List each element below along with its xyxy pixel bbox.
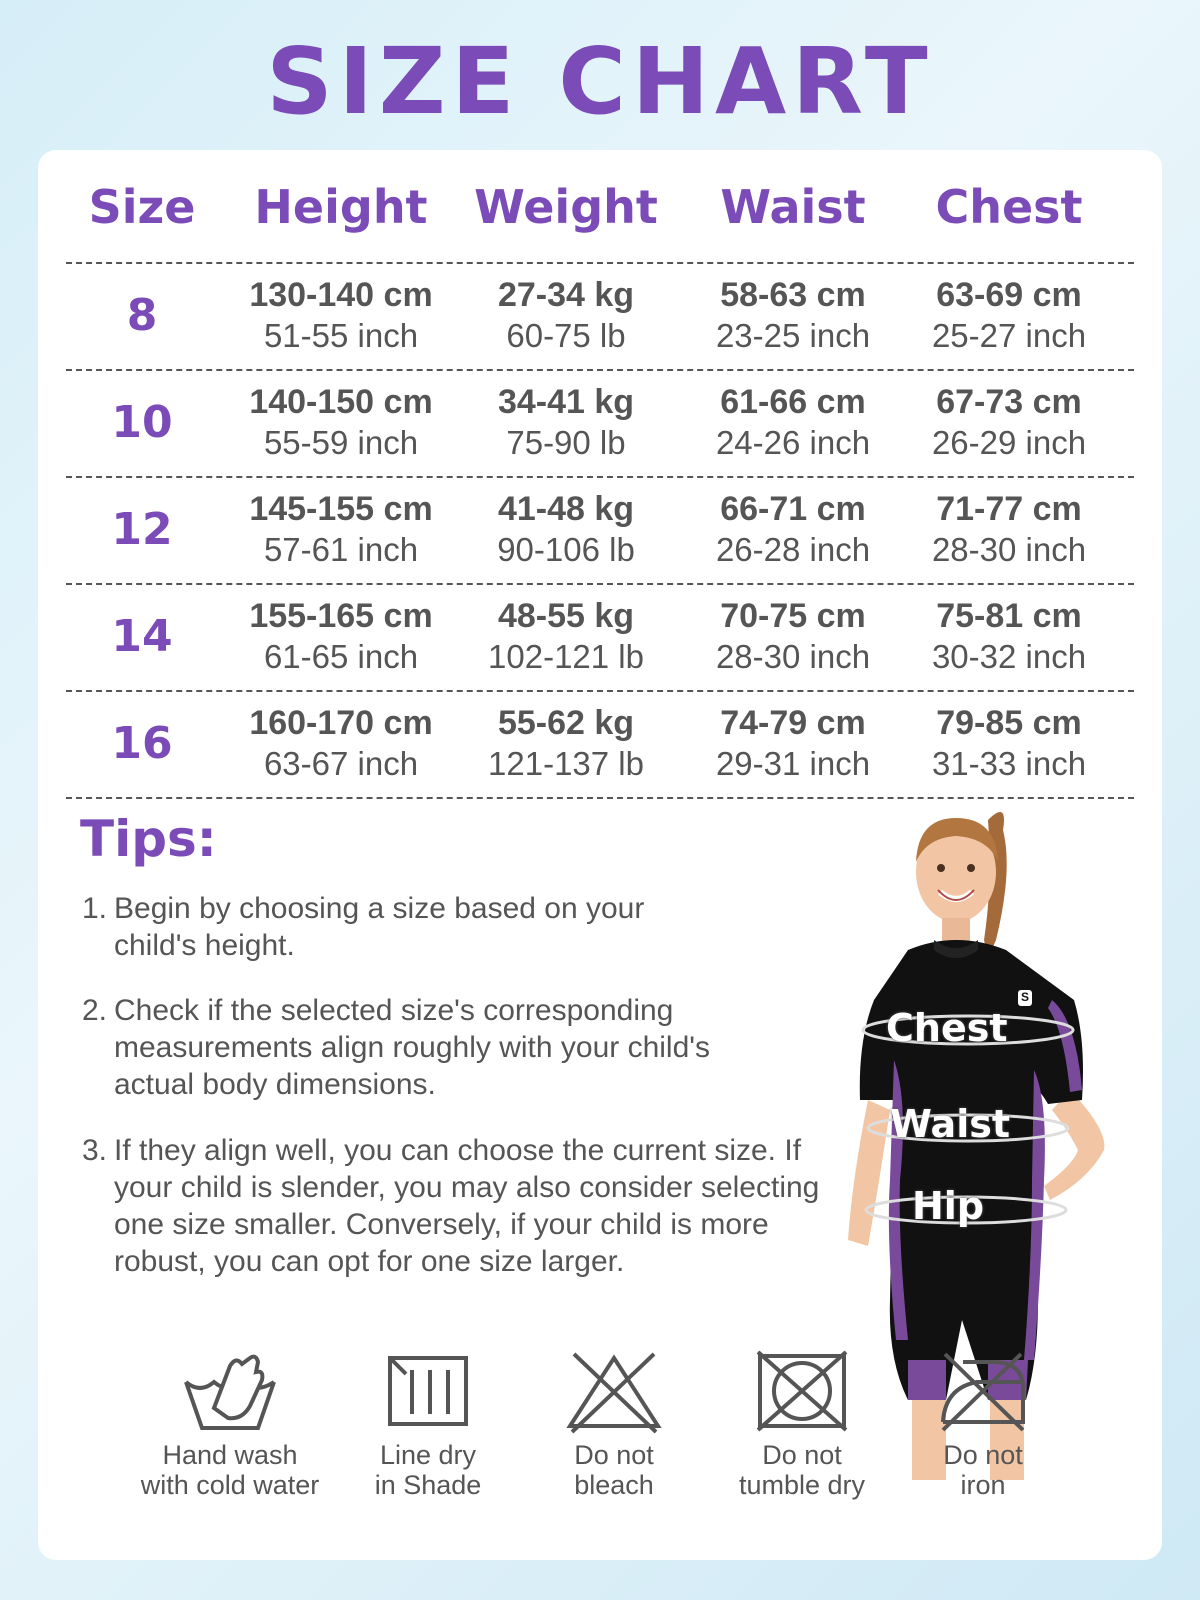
do-not-bleach-icon xyxy=(564,1348,664,1434)
do-not-iron-icon xyxy=(933,1348,1033,1434)
line-dry-icon xyxy=(378,1348,478,1434)
weight-cell xyxy=(461,702,671,784)
chest-cm: 67-73 cm xyxy=(936,383,1082,421)
table-row xyxy=(66,371,1134,478)
waist-cm: 66-71 cm xyxy=(720,490,866,528)
weight-lb: 121-137 lb xyxy=(488,745,644,782)
waist-inch: 26-28 inch xyxy=(715,531,871,568)
tip-text: Begin by choosing a size based on your child's height. xyxy=(114,892,645,962)
table-row xyxy=(66,264,1134,371)
tip-item xyxy=(82,1132,842,1280)
height-inch: 63-67 inch xyxy=(263,745,419,782)
tip-number: 2. xyxy=(82,994,108,1027)
chest-inch: 30-32 inch xyxy=(931,638,1087,675)
header-height: Height xyxy=(254,180,428,234)
weight-cell xyxy=(461,488,671,570)
waist-cell xyxy=(688,274,898,356)
header-chest: Chest xyxy=(935,180,1083,234)
chest-label: Chest xyxy=(886,1006,1008,1050)
header-waist: Waist xyxy=(720,180,866,234)
height-cell xyxy=(236,274,446,356)
waist-cell xyxy=(688,488,898,570)
table-row xyxy=(66,692,1134,799)
care-no-bleach xyxy=(514,1348,714,1500)
chest-inch: 31-33 inch xyxy=(931,745,1087,782)
weight-kg: 27-34 kg xyxy=(497,276,635,314)
chest-inch: 28-30 inch xyxy=(931,531,1087,568)
weight-lb: 75-90 lb xyxy=(506,424,626,461)
chest-cm: 63-69 cm xyxy=(936,276,1082,314)
tip-number: 3. xyxy=(82,1134,108,1167)
care-label-line2: iron xyxy=(960,1470,1006,1500)
table-row xyxy=(66,585,1134,692)
height-cm: 160-170 cm xyxy=(249,704,433,742)
weight-cell xyxy=(461,595,671,677)
waist-label: Waist xyxy=(890,1102,1011,1146)
waist-cm: 74-79 cm xyxy=(720,704,866,742)
weight-kg: 34-41 kg xyxy=(497,383,635,421)
size-value: 10 xyxy=(111,397,173,448)
weight-kg: 48-55 kg xyxy=(497,597,635,635)
tip-item xyxy=(82,890,842,964)
do-not-tumble-dry-icon xyxy=(752,1348,852,1434)
chest-cell xyxy=(904,488,1114,570)
care-label-line2: with cold water xyxy=(140,1470,320,1500)
care-label-line1: Hand wash xyxy=(162,1440,298,1470)
care-label-line1: Do not xyxy=(574,1440,654,1470)
care-line-dry xyxy=(328,1348,528,1500)
height-cm: 130-140 cm xyxy=(249,276,433,314)
header-size: Size xyxy=(88,180,196,234)
header-weight: Weight xyxy=(474,180,658,234)
waist-cm: 61-66 cm xyxy=(720,383,866,421)
size-value: 16 xyxy=(111,718,173,769)
height-inch: 51-55 inch xyxy=(263,317,419,354)
waist-inch: 23-25 inch xyxy=(715,317,871,354)
height-cell xyxy=(236,488,446,570)
chest-cell xyxy=(904,595,1114,677)
weight-cell xyxy=(461,274,671,356)
page-title: SIZE CHART xyxy=(266,28,934,135)
height-inch: 55-59 inch xyxy=(263,424,419,461)
tip-number: 1. xyxy=(82,892,108,925)
waist-inch: 24-26 inch xyxy=(715,424,871,461)
weight-lb: 60-75 lb xyxy=(506,317,626,354)
waist-inch: 28-30 inch xyxy=(715,638,871,675)
chest-cell xyxy=(904,381,1114,463)
tip-text: If they align well, you can choose the current size. If your child is slender, you may also consider selecting one size smaller. Conversely, if your child is more robust, you can opt for one size larger. xyxy=(114,1134,820,1278)
table-header xyxy=(66,150,1134,264)
care-label-line1: Do not xyxy=(762,1440,842,1470)
height-cm: 155-165 cm xyxy=(249,597,433,635)
waist-inch: 29-31 inch xyxy=(715,745,871,782)
weight-lb: 90-106 lb xyxy=(497,531,635,568)
height-cm: 145-155 cm xyxy=(249,490,433,528)
care-label-line2: in Shade xyxy=(374,1470,482,1500)
care-no-iron xyxy=(883,1348,1083,1500)
weight-cell xyxy=(461,381,671,463)
tip-item xyxy=(82,992,842,1103)
tip-text: Check if the selected size's corresponding measurements align roughly with your child's actual body dimensions. xyxy=(114,994,711,1101)
chest-cell xyxy=(904,274,1114,356)
care-hand-wash xyxy=(130,1348,330,1500)
chest-cm: 75-81 cm xyxy=(936,597,1082,635)
chest-inch: 25-27 inch xyxy=(931,317,1087,354)
care-no-tumble-dry xyxy=(702,1348,902,1500)
care-label-line1: Do not xyxy=(943,1440,1023,1470)
waist-cm: 70-75 cm xyxy=(720,597,866,635)
size-value: 14 xyxy=(111,611,173,662)
height-cell xyxy=(236,381,446,463)
weight-lb: 102-121 lb xyxy=(488,638,644,675)
size-table xyxy=(66,150,1134,799)
height-cell xyxy=(236,702,446,784)
size-value: 8 xyxy=(126,290,158,341)
care-label-line2: bleach xyxy=(574,1470,654,1500)
hip-label: Hip xyxy=(912,1184,985,1228)
weight-kg: 55-62 kg xyxy=(497,704,635,742)
table-row xyxy=(66,478,1134,585)
tips-heading: Tips: xyxy=(80,810,217,868)
chest-cm: 71-77 cm xyxy=(936,490,1082,528)
weight-kg: 41-48 kg xyxy=(497,490,635,528)
waist-cm: 58-63 cm xyxy=(720,276,866,314)
height-cm: 140-150 cm xyxy=(249,383,433,421)
wetsuit-logo: S xyxy=(1020,990,1029,1004)
care-label-line1: Line dry xyxy=(379,1440,477,1470)
height-cell xyxy=(236,595,446,677)
height-inch: 61-65 inch xyxy=(263,638,419,675)
size-value: 12 xyxy=(111,504,173,555)
chest-inch: 26-29 inch xyxy=(931,424,1087,461)
care-label-line2: tumble dry xyxy=(738,1470,866,1500)
chest-cm: 79-85 cm xyxy=(936,704,1082,742)
size-chart-card xyxy=(38,150,1162,1560)
waist-cell xyxy=(688,595,898,677)
waist-cell xyxy=(688,702,898,784)
waist-cell xyxy=(688,381,898,463)
chest-cell xyxy=(904,702,1114,784)
hand-wash-icon xyxy=(180,1348,280,1434)
height-inch: 57-61 inch xyxy=(263,531,419,568)
